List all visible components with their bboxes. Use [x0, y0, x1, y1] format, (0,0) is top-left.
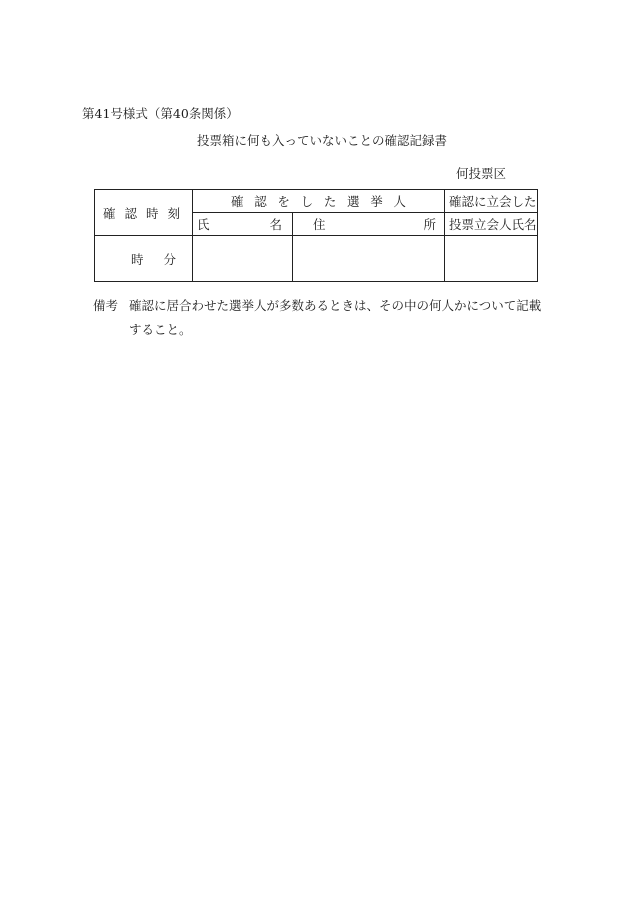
name-header: [193, 213, 293, 236]
confirming-voter-char: た: [323, 194, 337, 209]
confirm-time-header: [95, 190, 193, 236]
remarks-label: 備考: [93, 298, 119, 313]
remarks-text: 確認に居合わせた選挙人が多数あるときは、その中の何人かについて記載すること。: [129, 298, 542, 337]
confirming-voter-char: 人: [393, 194, 406, 209]
witness-header-line1: 確認に立会した: [445, 190, 538, 213]
hour-unit: 時: [131, 251, 144, 267]
confirming-voter-char: 挙: [370, 194, 383, 209]
table-row: [95, 236, 538, 282]
form-number: 第41号様式（第40条関係）: [82, 106, 239, 121]
name-header-char: 名: [269, 217, 282, 232]
address-entry-cell[interactable]: [293, 236, 445, 282]
minute-unit: 分: [163, 251, 176, 267]
witness-entry-cell[interactable]: [445, 236, 538, 282]
confirming-voter-char: し: [300, 194, 314, 209]
confirm-time-char: 刻: [167, 205, 180, 221]
confirming-voter-char: 認: [254, 194, 267, 209]
name-entry-cell[interactable]: [193, 236, 293, 282]
confirming-voter-char: を: [277, 194, 290, 209]
polling-district: 何投票区: [456, 166, 507, 181]
witness-header-line2: 投票立会人氏名: [445, 213, 538, 236]
confirmation-record-table: [94, 189, 538, 282]
confirm-time-char: 認: [124, 205, 137, 221]
confirming-voter-char: 確: [231, 194, 244, 209]
confirm-time-char: 確: [103, 205, 116, 221]
address-header-char: 所: [423, 217, 436, 232]
remarks-note: [93, 294, 553, 342]
table-header-row-1: [95, 190, 538, 213]
address-header: [293, 213, 445, 236]
confirming-voter-header: [193, 190, 445, 213]
name-header-char: 氏: [197, 217, 210, 232]
document-title: 投票箱に何も入っていないことの確認記録書: [197, 133, 448, 148]
time-entry-cell[interactable]: [95, 236, 193, 282]
confirming-voter-char: 選: [347, 194, 360, 209]
confirm-time-char: 時: [145, 205, 159, 221]
address-header-char: 住: [313, 217, 326, 232]
